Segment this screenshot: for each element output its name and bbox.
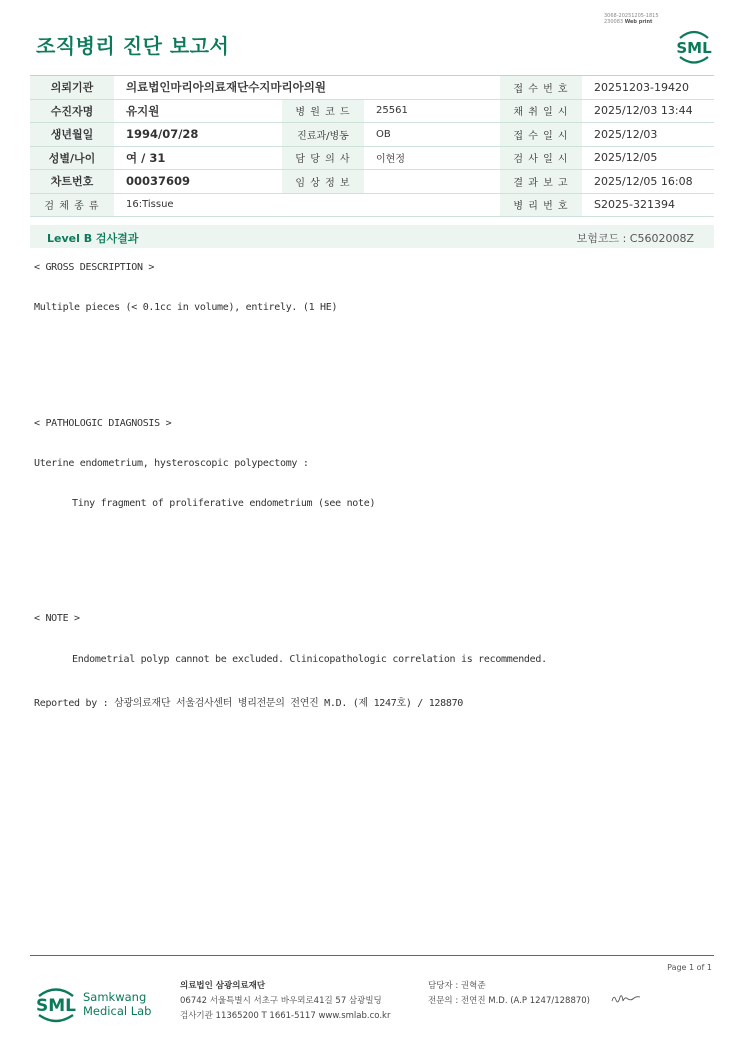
receipt-datetime-value: 2025/12/03: [582, 123, 714, 147]
label-clinical-info: 임 상 정 보: [282, 170, 364, 194]
note-text: Endometrial polyp cannot be excluded. Clinicopathologic correlation is recommended.: [72, 654, 547, 665]
specialist: 전문의 : 전연진 M.D. (A.P 1247/128870): [428, 996, 590, 1006]
info-row: [30, 76, 714, 100]
accession-number-value: 20251203-19420: [582, 76, 714, 100]
label-collection-datetime: 채 취 일 시: [500, 99, 582, 123]
samkwang-logo: [36, 982, 156, 1026]
footer-divider: [30, 955, 714, 956]
test-datetime-value: 2025/12/05: [582, 146, 714, 170]
gross-description-header: < GROSS DESCRIPTION >: [34, 262, 155, 273]
label-hospital-code: 병 원 코 드: [282, 99, 364, 123]
result-report-value: 2025/12/05 16:08: [582, 170, 714, 194]
org-address: 06742 서울특별시 서초구 바우뫼로41길 57 삼광빌딩: [180, 996, 382, 1006]
label-referring-institution: 의뢰기관: [30, 76, 114, 100]
reported-by: Reported by : 삼광의료재단 서울검사센터 병리전문의 전연진 M.D. (제 1247호) / 128870: [34, 698, 464, 709]
logo-text: SML: [676, 39, 712, 57]
info-row: [30, 99, 714, 123]
referring-institution-value: 의료법인마리아의료재단수지마리아의원: [114, 76, 500, 100]
footer-organization: [180, 979, 390, 1024]
info-row: [30, 170, 714, 194]
sml-logo: [672, 26, 716, 66]
label-department: 진료과/병동: [282, 123, 364, 147]
footer-logo-sub1: Samkwang: [83, 990, 147, 1004]
manager: 담당자 : 권혁준: [428, 981, 486, 991]
result-band: [30, 225, 714, 248]
footer-signatories: [428, 979, 590, 1009]
footer-logo-sub2: Medical Lab: [83, 1004, 152, 1018]
label-sex-age: 성별/나이: [30, 146, 114, 170]
label-specimen-type: 검 체 종 류: [30, 193, 114, 217]
department-value: OB: [364, 123, 500, 147]
result-level-label: Level B 검사결과: [47, 232, 139, 245]
gross-description-text: Multiple pieces (< 0.1cc in volume), entirely. (1 HE): [34, 302, 338, 313]
org-contact: 검사기관 11365200 T 1661-5117 www.smlab.co.kr: [180, 1011, 391, 1021]
org-name: 의료법인 삼광의료재단: [180, 981, 266, 991]
label-birth-date: 생년월일: [30, 123, 114, 147]
chart-number-value: 00037609: [114, 170, 282, 194]
page-number: Page 1 of 1: [667, 963, 712, 972]
specimen-type-value: 16:Tissue: [114, 193, 500, 217]
pathologic-diagnosis-header: < PATHOLOGIC DIAGNOSIS >: [34, 418, 172, 429]
note-header: < NOTE >: [34, 613, 80, 624]
insurance-code: 보험코드 : C5602008Z: [576, 232, 694, 245]
pathology-number-value: S2025-321394: [582, 193, 714, 217]
label-accession-number: 접 수 번 호: [500, 76, 582, 100]
attending-doctor-value: 이현정: [364, 146, 500, 170]
hospital-code-value: 25561: [364, 99, 500, 123]
label-pathology-number: 병 리 번 호: [500, 193, 582, 217]
label-patient-name: 수진자명: [30, 99, 114, 123]
info-row: [30, 146, 714, 170]
label-receipt-datetime: 접 수 일 시: [500, 123, 582, 147]
label-test-datetime: 검 사 일 시: [500, 146, 582, 170]
footer-logo-text: SML: [36, 996, 76, 1016]
document-code: 3068-20251205-1815 230083 Web print: [604, 13, 659, 25]
label-chart-number: 차트번호: [30, 170, 114, 194]
info-row: [30, 123, 714, 147]
label-attending-doctor: 담 당 의 사: [282, 146, 364, 170]
signature-icon: [610, 992, 642, 1006]
diagnosis-text: Tiny fragment of proliferative endometrium (see note): [72, 498, 376, 509]
patient-name-value: 유지원: [114, 99, 282, 123]
label-result-report: 결 과 보 고: [500, 170, 582, 194]
collection-datetime-value: 2025/12/03 13:44: [582, 99, 714, 123]
patient-info-table: [30, 75, 714, 217]
report-title: 조직병리 진단 보고서: [36, 34, 230, 58]
info-row: [30, 193, 714, 217]
sex-age-value: 여 / 31: [114, 146, 282, 170]
clinical-info-value: [364, 170, 500, 194]
birth-date-value: 1994/07/28: [114, 123, 282, 147]
diagnosis-site: Uterine endometrium, hysteroscopic polypectomy :: [34, 458, 309, 469]
